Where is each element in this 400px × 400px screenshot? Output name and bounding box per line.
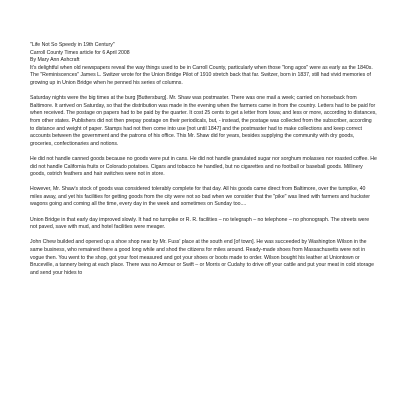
article-source: Carroll County Times article for 6 April 2008: [30, 49, 130, 56]
paragraph-5: Union Bridge in that early day improved slowly. It had no turnpike or R. R. facilities – no telegraph – no telephone – no phonograph. The streets were not paved, save with mud, and hotel facilities were meager.: [30, 216, 370, 231]
paragraph-6: John Chew builded and opened up a shoe shop near by Mr. Fuss' place at the south end [of town]. He was succeeded by Washington Wilson in the same business, who remained there a good long while and shod the citizens for miles around. Ready-made shoes from Massachusetts were not in vogue then. You went to the shop, got your foot measured and got your shoes or boots made to order. Wilson bought his leather at Uniontown or Bruceville, a tannery being at each place. There was no Armour or Swift – or Morris or Cudahy to drive off your cattle and put your meat in cold storage and send your hides to: [30, 239, 375, 276]
article-title: "Life Not So Speedy in 19th Century": [30, 42, 115, 48]
paragraph-4: However, Mr. Shaw's stock of goods was considered tolerably complete for that day. All his goods came direct from Baltimore, over the turnpike, 40 miles away, and yet his facilities for getting goods from the city were not so bad when we consider that the "pike" was lined with farmers and huckster wagons going and coming all the time, every day in the week and sometimes on Sunday too....: [30, 186, 371, 208]
paragraph-3: He did not handle canned goods because no goods were put in cans. He did not handle granulated sugar nor sorghum molasses nor roasted coffee. He did not handle California fruits or Colorado potatoes. Cigars and tobacco he handled, but no cigarettes and no football or baseball goods. Millinery goods, ostrich feathers and hair switches were not in store.: [30, 155, 377, 178]
article-body: [30, 42, 377, 285]
paragraph-2: Saturday nights were the big times at the burg [Buttersburg]. Mr. Shaw was postmaster. There was one mail a week; carried on horseback from Baltimore. It arrived on Saturday, so that the distribution was made in the evening when the farmers came in from the country. Letters had to be paid for when received. The postage on papers had to be paid by the quarter. It cost 25 cents to get a letter from Iowa; and less or more, according to distances, from other states. Publishers did not then prepay postage on their periodicals, but, - instead, the postage was collected from the subscriber, according to distance and weight of paper. Stamps had not then come into use [not until 1847] and the postmaster had to make collections and keep correct accounts between the government and the patrons of his office. This Mr. Shaw did for years, besides supplying the community with dry goods, groceries, confectionaries and notions.: [30, 95, 377, 147]
paragraph-1: It's delightful when old newspapers reveal the way things used to be in Carroll County, particularly when those "long agos" were as early as the 1840s. The "Reminiscences" James L. Switzer wrote for the Union Bridge Pilot of 1910 stretch back that far. Switzer, born in 1837, still had vivid memories of growing up in Union Bridge when he penned his series of columns.: [30, 64, 373, 86]
article-byline: By Mary Ann Ashcraft: [30, 57, 80, 64]
